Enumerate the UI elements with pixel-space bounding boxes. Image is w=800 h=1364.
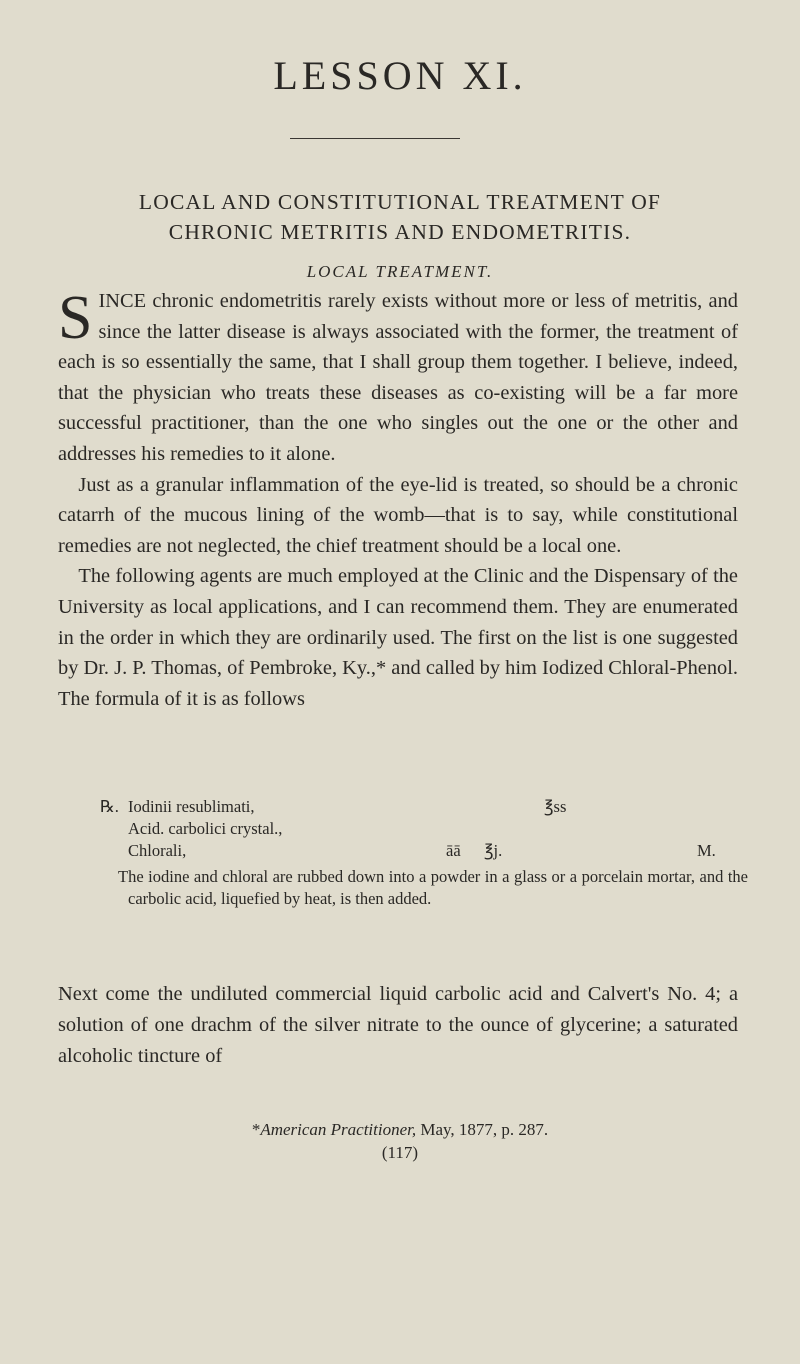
rx-symbol: ℞. [100,797,119,816]
ingredient-quantity: ℥ss [544,797,567,816]
paragraph-1-text: INCE chronic endometritis rarely exists without more or less of metritis, and since the latter disease is always associated with the former, the treatment of each is so essentially the same, that I shall group them together. I believe, indeed, that the physician who treats these diseases as co-existing will be a far more successful practitioner, than the one who singles out the one or the other and addresses his remedies to it alone. [58,290,738,465]
footnote-details: May, 1877, p. 287. [416,1120,549,1139]
chapter-title-line-1: LOCAL AND CONSTITUTIONAL TREATMENT OF [138,190,662,214]
lesson-heading: LESSON XI. [273,53,527,98]
prescription-block [100,796,720,862]
ingredient-name: Iodinii resublimati, [128,797,255,816]
drop-cap: S [58,284,93,352]
ingredient-name: Acid. carbolici crystal., [128,819,283,838]
paragraph-4: Next come the undiluted commercial liquid carbolic acid and Calvert's No. 4; a solution of one drachm of the silver nitrate to the ounce of glycerine; a saturated alcoholic tincture of [58,983,738,1067]
paragraph-1 [58,286,738,470]
prescription-row [100,840,720,862]
footnote-source: American Practitioner, [260,1120,417,1139]
footnote-marker: * [251,1120,261,1139]
page-number: (117) [381,1143,419,1162]
chapter-title-line-2: CHRONIC METRITIS AND ENDOMETRITIS. [168,220,632,244]
ingredient-aa: āā [446,841,461,860]
prescription-row [100,796,720,818]
prescription-note: The iodine and chloral are rubbed down into a powder in a glass or a porcelain mortar, and the carbolic acid, liquefied by heat, is then added. [118,867,748,908]
misce-mark: M. [697,841,716,860]
paragraph-2: Just as a granular inflammation of the eye-lid is treated, so should be a chronic catarrh of the mucous lining of the womb—that is to say, while constitutional remedies are not neglected, the chief treatment should be a local one. [58,473,738,557]
paragraph-3: The following agents are much employed at the Clinic and the Dispensary of the University as local applications, and I can recommend them. They are enumerated in the order in which they are ordinarily used. The first on the list is one suggested by Dr. J. P. Thomas, of Pembroke, Ky.,* and called by him Iodized Chloral-Phenol. The formula of it is as follows [58,565,738,710]
heading-divider [290,138,460,139]
footnote [0,1120,800,1140]
section-subheading: LOCAL TREATMENT. [306,262,494,281]
main-text [58,286,738,714]
ingredient-name: Chlorali, [128,841,187,860]
prescription-row [100,818,720,840]
ingredient-quantity: ℥j. [484,841,503,860]
